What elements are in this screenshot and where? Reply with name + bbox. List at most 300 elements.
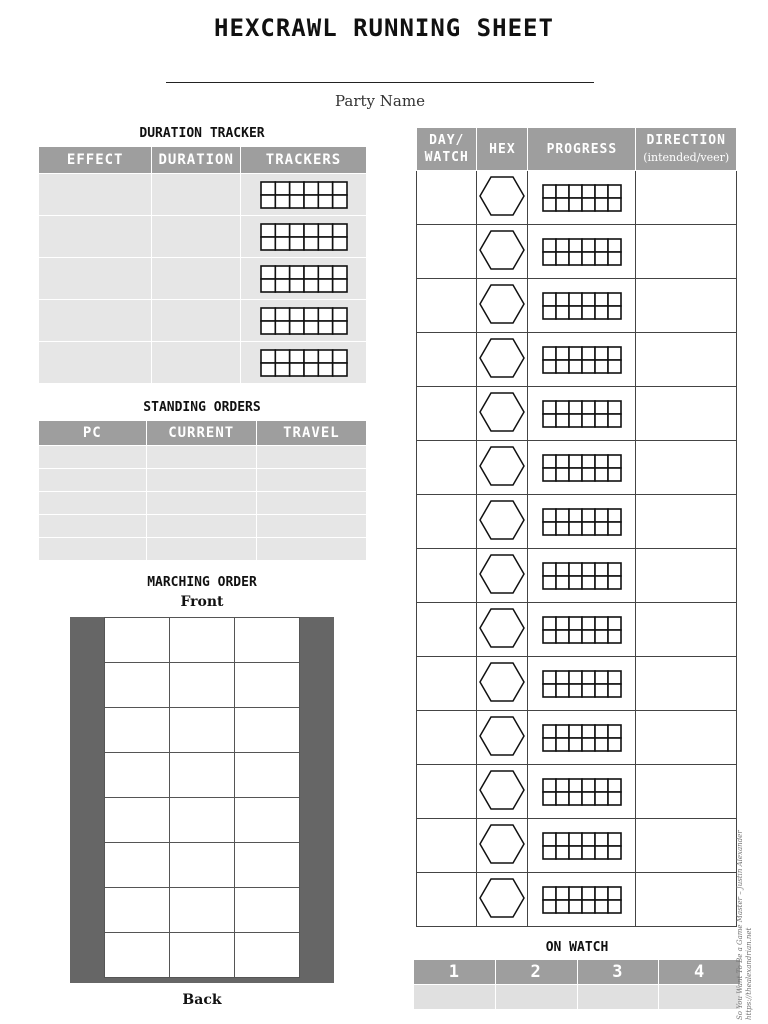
hex-log-row — [417, 279, 737, 333]
tracker-box — [582, 455, 595, 468]
hexagon-icon[interactable] — [479, 445, 525, 487]
hex-log-row — [417, 711, 737, 765]
hexagon-icon[interactable] — [479, 391, 525, 433]
hexagon-shape — [480, 609, 524, 647]
hex-cell — [477, 657, 528, 711]
marching-slot[interactable] — [105, 663, 170, 708]
watch-cell-2[interactable] — [495, 985, 577, 1010]
duration-cell[interactable] — [152, 258, 241, 300]
tracker-box — [318, 350, 332, 363]
hex-cell — [477, 711, 528, 765]
day-watch-cell[interactable] — [417, 225, 477, 279]
marching-slot[interactable] — [235, 618, 300, 663]
trackers-cell — [241, 342, 367, 384]
direction-cell[interactable] — [636, 873, 737, 927]
tracker-box — [569, 738, 582, 751]
tracker-box — [582, 630, 595, 643]
tracker-box — [543, 401, 556, 414]
tracker-box — [582, 293, 595, 306]
tracker-box — [289, 195, 303, 208]
tracker-boxes[interactable] — [260, 223, 348, 251]
tracker-boxes[interactable] — [542, 670, 622, 698]
tracker-boxes[interactable] — [542, 454, 622, 482]
hex-log-row — [417, 171, 737, 225]
tracker-box — [595, 617, 608, 630]
on-watch-table — [413, 959, 741, 1010]
marching-slot[interactable] — [235, 888, 300, 933]
tracker-box — [289, 237, 303, 250]
tracker-box — [569, 239, 582, 252]
marching-slot[interactable] — [170, 708, 235, 753]
hex-log-row — [417, 765, 737, 819]
marching-slot[interactable] — [235, 663, 300, 708]
marching-slot[interactable] — [170, 663, 235, 708]
hexagon-shape — [480, 663, 524, 701]
tracker-boxes[interactable] — [542, 508, 622, 536]
tracker-box — [582, 239, 595, 252]
tracker-box — [595, 738, 608, 751]
marching-slot[interactable] — [235, 798, 300, 843]
travel-cell[interactable] — [256, 446, 366, 469]
tracker-box — [569, 293, 582, 306]
tracker-box — [569, 792, 582, 805]
tracker-box — [556, 738, 569, 751]
trackers-cell — [241, 174, 367, 216]
duration-cell[interactable] — [152, 216, 241, 258]
hexagon-shape — [480, 717, 524, 755]
tracker-box — [332, 195, 346, 208]
tracker-box — [595, 671, 608, 684]
tracker-box — [543, 576, 556, 589]
marching-row — [105, 843, 300, 888]
progress-cell — [528, 441, 636, 495]
marching-slot[interactable] — [170, 933, 235, 978]
progress-cell — [528, 657, 636, 711]
hexagon-icon[interactable] — [479, 553, 525, 595]
tracker-box — [261, 266, 275, 279]
effect-cell[interactable] — [39, 216, 152, 258]
marching-slot[interactable] — [105, 798, 170, 843]
hex-log-row — [417, 819, 737, 873]
tracker-boxes[interactable] — [542, 616, 622, 644]
duration-tracker-table — [38, 146, 367, 384]
tracker-box — [582, 887, 595, 900]
marching-slot[interactable] — [105, 843, 170, 888]
tracker-box — [569, 887, 582, 900]
tracker-box — [543, 671, 556, 684]
tracker-box — [582, 684, 595, 697]
marching-row — [105, 753, 300, 798]
tracker-box — [318, 195, 332, 208]
hexagon-shape — [480, 555, 524, 593]
tracker-box — [304, 279, 318, 292]
tracker-box — [261, 321, 275, 334]
hexagon-icon[interactable] — [479, 661, 525, 703]
tracker-box — [543, 779, 556, 792]
tracker-box — [318, 321, 332, 334]
tracker-box — [261, 195, 275, 208]
tracker-box — [275, 363, 289, 376]
tracker-box — [556, 725, 569, 738]
tracker-box — [318, 308, 332, 321]
tracker-box — [543, 185, 556, 198]
tracker-box — [608, 509, 621, 522]
tracker-box — [261, 363, 275, 376]
direction-cell[interactable] — [636, 495, 737, 549]
tracker-box — [608, 185, 621, 198]
hex-log-row — [417, 873, 737, 927]
tracker-box — [556, 563, 569, 576]
hexagon-shape — [480, 825, 524, 863]
day-watch-cell[interactable] — [417, 495, 477, 549]
progress-cell — [528, 171, 636, 225]
progress-cell — [528, 225, 636, 279]
tracker-box — [261, 237, 275, 250]
tracker-box — [608, 198, 621, 211]
standing-order-row — [39, 492, 367, 515]
tracker-boxes[interactable] — [542, 886, 622, 914]
tracker-boxes[interactable] — [260, 181, 348, 209]
tracker-boxes[interactable] — [542, 562, 622, 590]
marching-slot[interactable] — [170, 843, 235, 888]
effect-cell[interactable] — [39, 300, 152, 342]
col-travel: TRAVEL — [256, 421, 366, 446]
tracker-box — [556, 671, 569, 684]
col-day-watch: DAY/ WATCH — [417, 128, 477, 171]
trackers-cell — [241, 216, 367, 258]
direction-cell[interactable] — [636, 171, 737, 225]
progress-cell — [528, 711, 636, 765]
tracker-box — [304, 321, 318, 334]
tracker-box — [595, 306, 608, 319]
tracker-box — [608, 833, 621, 846]
tracker-box — [608, 239, 621, 252]
tracker-boxes[interactable] — [260, 307, 348, 335]
tracker-box — [543, 198, 556, 211]
hex-log-row — [417, 387, 737, 441]
progress-cell — [528, 549, 636, 603]
duration-cell[interactable] — [152, 342, 241, 384]
marching-slot[interactable] — [170, 798, 235, 843]
marching-row — [105, 708, 300, 753]
effect-cell[interactable] — [39, 258, 152, 300]
hexagon-shape — [480, 231, 524, 269]
direction-cell[interactable] — [636, 765, 737, 819]
hex-log-row — [417, 549, 737, 603]
tracker-boxes[interactable] — [542, 184, 622, 212]
tracker-box — [569, 725, 582, 738]
current-cell[interactable] — [146, 469, 256, 492]
hexagon-icon[interactable] — [479, 607, 525, 649]
pc-cell[interactable] — [39, 515, 147, 538]
tracker-box — [595, 792, 608, 805]
effect-cell[interactable] — [39, 174, 152, 216]
hex-log-table — [416, 127, 737, 927]
marching-slot[interactable] — [170, 888, 235, 933]
tracker-box — [582, 725, 595, 738]
tracker-box — [318, 224, 332, 237]
tracker-box — [261, 350, 275, 363]
marching-slot[interactable] — [105, 888, 170, 933]
day-watch-cell[interactable] — [417, 765, 477, 819]
tracker-box — [595, 455, 608, 468]
tracker-box — [569, 846, 582, 859]
tracker-box — [569, 563, 582, 576]
col-watch-3: 3 — [577, 960, 659, 985]
hex-cell — [477, 387, 528, 441]
tracker-box — [543, 414, 556, 427]
tracker-box — [318, 237, 332, 250]
tracker-box — [608, 347, 621, 360]
current-cell[interactable] — [146, 538, 256, 561]
tracker-box — [543, 846, 556, 859]
day-watch-cell[interactable] — [417, 171, 477, 225]
tracker-box — [543, 617, 556, 630]
tracker-box — [556, 684, 569, 697]
standing-order-row — [39, 469, 367, 492]
hex-cell — [477, 333, 528, 387]
travel-cell[interactable] — [256, 538, 366, 561]
tracker-box — [608, 846, 621, 859]
standing-orders-title: STANDING ORDERS — [143, 400, 261, 415]
current-cell[interactable] — [146, 446, 256, 469]
marching-row — [105, 618, 300, 663]
day-watch-cell[interactable] — [417, 333, 477, 387]
tracker-box — [556, 846, 569, 859]
day-watch-cell[interactable] — [417, 657, 477, 711]
tracker-box — [595, 833, 608, 846]
hex-cell — [477, 603, 528, 657]
direction-cell[interactable] — [636, 711, 737, 765]
tracker-box — [304, 224, 318, 237]
tracker-box — [595, 185, 608, 198]
pc-cell[interactable] — [39, 469, 147, 492]
day-watch-cell[interactable] — [417, 279, 477, 333]
pc-cell[interactable] — [39, 446, 147, 469]
pc-cell[interactable] — [39, 492, 147, 515]
effect-cell[interactable] — [39, 342, 152, 384]
day-watch-cell[interactable] — [417, 873, 477, 927]
travel-cell[interactable] — [256, 469, 366, 492]
tracker-box — [332, 350, 346, 363]
hex-cell — [477, 225, 528, 279]
tracker-box — [595, 630, 608, 643]
on-watch-title: ON WATCH — [545, 940, 609, 955]
duration-cell[interactable] — [152, 174, 241, 216]
tracker-box — [608, 779, 621, 792]
tracker-box — [304, 350, 318, 363]
tracker-box — [261, 224, 275, 237]
tracker-box — [582, 563, 595, 576]
hex-log-row — [417, 333, 737, 387]
marching-slot[interactable] — [170, 618, 235, 663]
tracker-boxes[interactable] — [542, 238, 622, 266]
progress-cell — [528, 495, 636, 549]
tracker-boxes[interactable] — [542, 778, 622, 806]
tracker-box — [304, 363, 318, 376]
tracker-box — [569, 671, 582, 684]
tracker-boxes[interactable] — [542, 832, 622, 860]
col-effect: EFFECT — [39, 147, 152, 174]
tracker-box — [556, 792, 569, 805]
marching-row — [105, 933, 300, 978]
tracker-box — [569, 306, 582, 319]
day-watch-cell[interactable] — [417, 711, 477, 765]
tracker-box — [595, 576, 608, 589]
hexagon-icon[interactable] — [479, 337, 525, 379]
tracker-box — [289, 224, 303, 237]
tracker-box — [543, 455, 556, 468]
tracker-boxes[interactable] — [260, 349, 348, 377]
tracker-box — [582, 617, 595, 630]
marching-slot[interactable] — [105, 708, 170, 753]
col-hex: HEX — [477, 128, 528, 171]
progress-cell — [528, 765, 636, 819]
direction-cell[interactable] — [636, 387, 737, 441]
tracker-box — [582, 522, 595, 535]
direction-cell[interactable] — [636, 225, 737, 279]
direction-cell[interactable] — [636, 279, 737, 333]
tracker-box — [543, 468, 556, 481]
marching-slot[interactable] — [235, 843, 300, 888]
tracker-box — [608, 630, 621, 643]
tracker-box — [582, 509, 595, 522]
tracker-box — [556, 252, 569, 265]
col-direction: DIRECTION (intended/veer) — [636, 128, 737, 171]
tracker-box — [582, 792, 595, 805]
tracker-boxes[interactable] — [260, 265, 348, 293]
hex-log-row — [417, 495, 737, 549]
tracker-box — [569, 900, 582, 913]
progress-cell — [528, 873, 636, 927]
direction-cell[interactable] — [636, 819, 737, 873]
direction-cell[interactable] — [636, 441, 737, 495]
marching-slot[interactable] — [235, 708, 300, 753]
hexagon-icon[interactable] — [479, 499, 525, 541]
hex-cell — [477, 873, 528, 927]
col-trackers: TRACKERS — [241, 147, 367, 174]
tracker-box — [595, 347, 608, 360]
tracker-box — [304, 237, 318, 250]
tracker-box — [608, 414, 621, 427]
tracker-box — [556, 239, 569, 252]
direction-cell[interactable] — [636, 603, 737, 657]
direction-cell[interactable] — [636, 657, 737, 711]
marching-slot[interactable] — [105, 753, 170, 798]
hexagon-icon[interactable] — [479, 769, 525, 811]
hex-log-row — [417, 657, 737, 711]
tracker-box — [608, 671, 621, 684]
travel-cell[interactable] — [256, 492, 366, 515]
current-cell[interactable] — [146, 492, 256, 515]
travel-cell[interactable] — [256, 515, 366, 538]
tracker-box — [261, 279, 275, 292]
duration-cell[interactable] — [152, 300, 241, 342]
tracker-box — [608, 455, 621, 468]
tracker-box — [289, 279, 303, 292]
tracker-box — [543, 239, 556, 252]
tracker-box — [556, 576, 569, 589]
marching-slot[interactable] — [170, 753, 235, 798]
tracker-boxes[interactable] — [542, 724, 622, 752]
tracker-box — [543, 833, 556, 846]
tracker-box — [595, 522, 608, 535]
marching-slot[interactable] — [105, 933, 170, 978]
col-current: CURRENT — [146, 421, 256, 446]
party-name-line[interactable] — [166, 82, 594, 83]
tracker-box — [556, 617, 569, 630]
direction-cell[interactable] — [636, 333, 737, 387]
tracker-box — [275, 195, 289, 208]
tracker-box — [332, 308, 346, 321]
tracker-box — [595, 563, 608, 576]
watch-cell-4[interactable] — [659, 985, 741, 1010]
hexagon-icon[interactable] — [479, 823, 525, 865]
tracker-box — [543, 347, 556, 360]
day-watch-cell[interactable] — [417, 549, 477, 603]
tracker-box — [569, 684, 582, 697]
hexagon-icon[interactable] — [479, 715, 525, 757]
hexagon-icon[interactable] — [479, 283, 525, 325]
tracker-box — [332, 363, 346, 376]
tracker-box — [304, 195, 318, 208]
hex-log-row — [417, 603, 737, 657]
tracker-boxes[interactable] — [542, 346, 622, 374]
tracker-box — [289, 321, 303, 334]
tracker-box — [582, 401, 595, 414]
tracker-box — [332, 266, 346, 279]
tracker-box — [608, 401, 621, 414]
watch-cell-1[interactable] — [414, 985, 496, 1010]
tracker-box — [608, 306, 621, 319]
tracker-boxes[interactable] — [542, 292, 622, 320]
day-watch-cell[interactable] — [417, 441, 477, 495]
tracker-box — [289, 182, 303, 195]
hexagon-icon[interactable] — [479, 229, 525, 271]
tracker-box — [556, 468, 569, 481]
tracker-box — [543, 563, 556, 576]
day-watch-cell[interactable] — [417, 819, 477, 873]
tracker-box — [595, 684, 608, 697]
tracker-box — [608, 792, 621, 805]
day-watch-cell[interactable] — [417, 387, 477, 441]
duration-row — [39, 342, 367, 384]
marching-slot[interactable] — [235, 933, 300, 978]
tracker-box — [275, 224, 289, 237]
tracker-box — [608, 468, 621, 481]
tracker-boxes[interactable] — [542, 400, 622, 428]
marching-slot[interactable] — [235, 753, 300, 798]
pc-cell[interactable] — [39, 538, 147, 561]
tracker-box — [582, 671, 595, 684]
direction-cell[interactable] — [636, 549, 737, 603]
hex-log-row — [417, 441, 737, 495]
hexagon-icon[interactable] — [479, 175, 525, 217]
tracker-box — [595, 198, 608, 211]
col-pc: PC — [39, 421, 147, 446]
tracker-box — [595, 846, 608, 859]
standing-order-row — [39, 538, 367, 561]
progress-cell — [528, 819, 636, 873]
hexagon-icon[interactable] — [479, 877, 525, 919]
tracker-box — [582, 306, 595, 319]
current-cell[interactable] — [146, 515, 256, 538]
col-watch-2: 2 — [495, 960, 577, 985]
marching-slot[interactable] — [105, 618, 170, 663]
watch-cell-3[interactable] — [577, 985, 659, 1010]
tracker-box — [569, 468, 582, 481]
day-watch-cell[interactable] — [417, 603, 477, 657]
